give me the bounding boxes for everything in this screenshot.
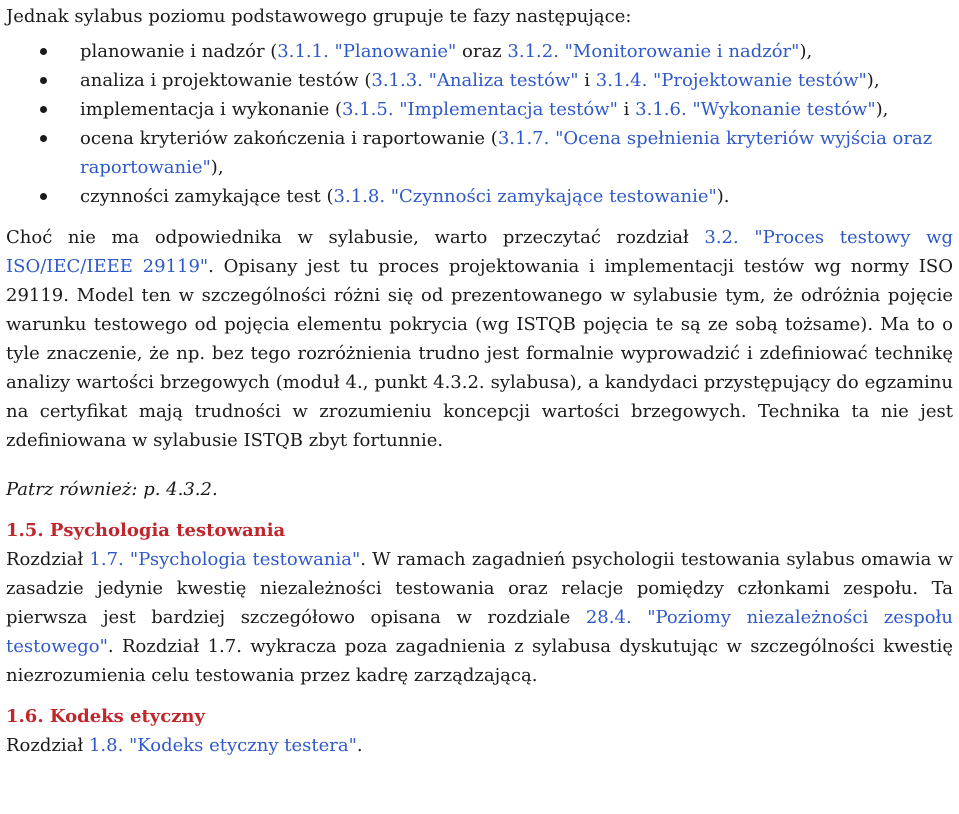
ethics-paragraph: Rozdział 1.8. "Kodeks etyczny testera". [6,735,363,756]
ref-link[interactable]: 3.1.4. "Projektowanie testów" [595,70,867,91]
see-also-note: Patrz również: p. 4.3.2. [6,479,218,500]
section-heading-psychology: 1.5. Psychologia testowania [6,520,286,541]
intro-text: Jednak sylabus poziomu podstawowego grupuje te fazy następujące: [6,6,632,27]
iso-paragraph: Choć nie ma odpowiednika w sylabusie, warto przeczytać rozdział 3.2. "Proces testowy wg ISO/IEC/IEEE 29119". Opisany jest tu proces projektowania i implementacji testów wg normy ISO 29119. Model ten w szczególności różni się od prezentowanego w sylabusie tym, że odróżnia pojęcie warunku testowego od pojęcia elementu pokrycia (wg ISTQB pojęcia te są ze sobą tożsame). Ma to o tyle znaczenie, że np. bez tego rozróżnienia trudno jest formalnie wyprowadzić i zdefiniować technikę analizy wartości brzegowych (moduł 4., punkt 4.3.2. sylabusa), a kandydaci przystępujący do egzaminu na certyfikat mają trudności w zrozumieniu koncepcji wartości brzegowych. Technika ta nie jest zdefiniowana w sylabusie ISTQB zbyt fortunnie. [6,227,954,451]
psychology-paragraph: Rozdział 1.7. "Psychologia testowania". W ramach zagadnień psychologii testowania sylabus omawia w zasadzie jedynie kwestię niezależności testowania oraz relacje pomiędzy członkami zespołu. Ta pierwsza jest bardziej szczegółowo opisana w rozdziale 28.4. "Poziomy niezależności zespołu testowego". Rozdział 1.7. wykracza poza zagadnienia z sylabusa dyskutując w szczególności kwestię niezrozumienia celu testowania przez kadrę zarządzającą. [6,549,953,686]
ref-link[interactable]: 3.1.1. "Planowanie" [277,41,457,62]
list-item: implementacja i wykonanie (3.1.5. "Implementacja testów" i 3.1.6. "Wykonanie testów"), [6,95,953,124]
bullet-icon [40,77,47,84]
ref-link[interactable]: 3.1.5. "Implementacja testów" [342,99,618,120]
list-item: analiza i projektowanie testów (3.1.3. "Analiza testów" i 3.1.4. "Projektowanie testów"), [6,66,953,95]
ref-link[interactable]: 3.1.8. "Czynności zamykające testowanie" [333,186,717,207]
ref-link[interactable]: 3.1.3. "Analiza testów" [371,70,579,91]
bullet-icon [40,48,47,55]
bullet-icon [40,106,47,113]
iso-section-link[interactable]: 3.2. "Proces testowy wg ISO/IEC/IEEE 29119" [6,227,954,277]
independence-link[interactable]: 28.4. "Poziomy niezależności zespołu testowego" [6,607,953,657]
list-item: planowanie i nadzór (3.1.1. "Planowanie" oraz 3.1.2. "Monitorowanie i nadzór"), [6,37,953,66]
bullet-icon [40,193,47,200]
list-item: ocena kryteriów zakończenia i raportowanie (3.1.7. "Ocena spełnienia kryteriów wyjścia oraz raportowanie"), [6,124,953,182]
list-item: czynności zamykające test (3.1.8. "Czynności zamykające testowanie"). [6,182,953,211]
bullet-icon [40,135,47,142]
ethics-link[interactable]: 1.8. "Kodeks etyczny testera" [88,735,357,756]
phase-list [6,37,953,211]
psychology-link[interactable]: 1.7. "Psychologia testowania" [89,549,361,570]
ref-link[interactable]: 3.1.7. "Ocena spełnienia kryteriów wyjścia oraz raportowanie" [80,128,933,178]
ref-link[interactable]: 3.1.2. "Monitorowanie i nadzór" [507,41,800,62]
section-heading-ethics: 1.6. Kodeks etyczny [6,706,205,727]
ref-link[interactable]: 3.1.6. "Wykonanie testów" [635,99,876,120]
